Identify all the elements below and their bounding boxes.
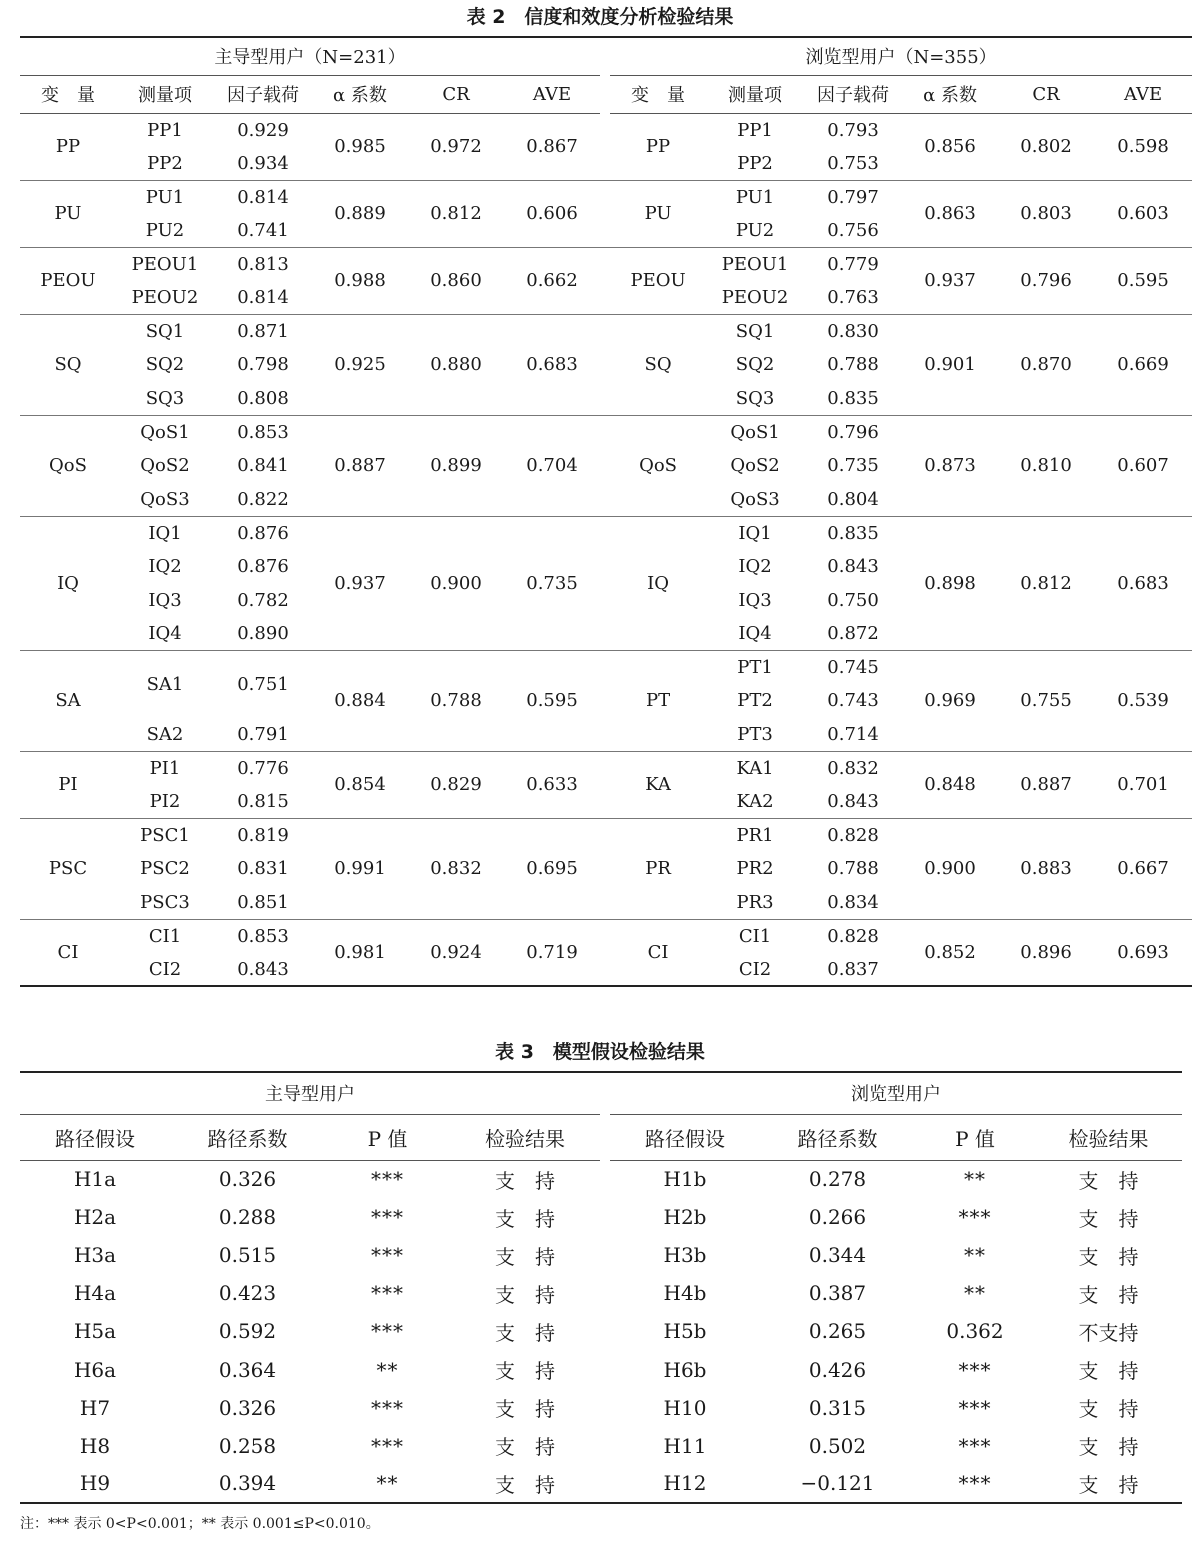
variable-name: KA	[610, 751, 706, 818]
measure-item: QoS1	[140, 421, 190, 443]
measure-item: IQ3	[148, 589, 182, 611]
path-hypothesis: H11	[663, 1433, 707, 1458]
measure-item: KA1	[736, 757, 774, 779]
measure-item: IQ3	[738, 589, 772, 611]
col-header: 路径系数	[760, 1114, 915, 1160]
cr-value: 0.972	[408, 113, 504, 180]
group-dominant-users: 主导型用户（N=231）	[20, 37, 600, 75]
ave-value: 0.667	[1094, 818, 1192, 919]
alpha-value: 0.991	[312, 818, 408, 919]
factor-loading: 0.779	[827, 253, 879, 275]
ave-value: 0.603	[1094, 180, 1192, 247]
ave-value: 0.607	[1094, 415, 1192, 516]
measure-item: SQ3	[706, 382, 804, 416]
path-hypothesis: H1a	[73, 1167, 117, 1192]
cr-value: 0.810	[998, 415, 1094, 516]
cr-value: 0.802	[998, 113, 1094, 180]
variable-name: PEOU	[20, 247, 116, 314]
test-result: 支 持	[495, 1206, 555, 1231]
measure-item: PEOU1	[721, 253, 789, 275]
ave-value: 0.662	[504, 247, 600, 314]
ave-value: 0.669	[1094, 315, 1192, 416]
p-value: ***	[958, 1205, 992, 1230]
factor-loading: 0.750	[827, 589, 879, 611]
path-coefficient: 0.344	[808, 1243, 867, 1268]
measure-item: PI1	[149, 757, 181, 779]
path-coefficient: 0.326	[218, 1395, 277, 1420]
measure-item: PR2	[736, 858, 774, 880]
path-coefficient: 0.258	[218, 1433, 277, 1458]
measure-item: PEOU2	[706, 281, 804, 315]
measure-item: PR1	[736, 825, 774, 847]
factor-loading: 0.788	[827, 858, 879, 880]
variable-name: PSC	[20, 818, 116, 919]
factor-loading: 0.753	[804, 147, 902, 181]
p-value: ***	[958, 1395, 992, 1420]
p-value: 0.362	[946, 1319, 1004, 1344]
test-result: 不支持	[1078, 1320, 1139, 1345]
alpha-value: 0.988	[312, 247, 408, 314]
factor-loading: 0.837	[804, 953, 902, 987]
table-note: 注：*** 表示 0<P<0.001；** 表示 0.001≤P<0.010。	[20, 1516, 380, 1532]
path-coefficient: 0.278	[808, 1167, 867, 1192]
measure-item: SQ1	[145, 321, 185, 343]
measure-item: PU1	[735, 186, 775, 208]
col-header: α 系数	[902, 75, 998, 113]
p-value: ***	[915, 1465, 1035, 1503]
factor-loading: 0.841	[237, 455, 289, 477]
measure-item: QoS3	[706, 483, 804, 517]
measure-item: QoS1	[730, 421, 780, 443]
measure-item: IQ4	[116, 617, 214, 651]
ave-value: 0.735	[504, 516, 600, 650]
cr-value: 0.870	[998, 315, 1094, 416]
alpha-value: 0.937	[312, 516, 408, 650]
cr-value: 0.924	[408, 919, 504, 986]
p-value: **	[325, 1465, 450, 1503]
ave-value: 0.719	[504, 919, 600, 986]
measure-item: IQ2	[738, 556, 772, 578]
col-header: P 值	[325, 1114, 450, 1160]
cr-value: 0.880	[408, 315, 504, 416]
ave-value: 0.598	[1094, 113, 1192, 180]
factor-loading: 0.776	[237, 757, 289, 779]
col-header: 检验结果	[1035, 1114, 1182, 1160]
factor-loading: 0.843	[804, 785, 902, 819]
measure-item: QoS2	[140, 455, 190, 477]
alpha-value: 0.969	[902, 651, 998, 752]
col-header: AVE	[1094, 75, 1192, 113]
factor-loading: 0.788	[827, 354, 879, 376]
measure-item: PSC1	[140, 825, 190, 847]
ave-value: 0.683	[1094, 516, 1192, 650]
alpha-value: 0.848	[902, 751, 998, 818]
test-result: 支 持	[1078, 1359, 1139, 1384]
variable-name: CI	[610, 919, 706, 986]
cr-value: 0.900	[408, 516, 504, 650]
path-hypothesis: H3b	[663, 1243, 707, 1268]
col-header: 测量项	[706, 75, 804, 113]
measure-item: PR3	[706, 886, 804, 920]
factor-loading: 0.813	[237, 253, 289, 275]
col-header: CR	[998, 75, 1094, 113]
measure-item: SQ3	[116, 382, 214, 416]
measure-item: PT1	[737, 657, 773, 679]
alpha-value: 0.937	[902, 247, 998, 314]
measure-item: KA2	[706, 785, 804, 819]
measure-item: PU1	[145, 186, 185, 208]
col-header: 测量项	[116, 75, 214, 113]
factor-loading: 0.822	[214, 483, 312, 517]
factor-loading: 0.835	[827, 522, 879, 544]
hypothesis-test-table	[20, 1071, 1182, 1504]
measure-item: CI2	[116, 953, 214, 987]
alpha-value: 0.873	[902, 415, 998, 516]
variable-name: PEOU	[610, 247, 706, 314]
p-value: ***	[371, 1319, 404, 1344]
test-result: 支 持	[1078, 1435, 1139, 1460]
variable-name: PP	[20, 113, 116, 180]
col-header: CR	[408, 75, 504, 113]
measure-item: PI2	[116, 785, 214, 819]
test-result: 支 持	[1078, 1397, 1139, 1422]
col-header: P 值	[915, 1114, 1035, 1160]
factor-loading: 0.830	[827, 321, 879, 343]
variable-name: SQ	[610, 315, 706, 416]
path-coefficient: 0.394	[170, 1465, 325, 1503]
p-value: ***	[958, 1433, 992, 1458]
path-hypothesis: H10	[663, 1395, 707, 1420]
path-hypothesis: H2b	[663, 1205, 707, 1230]
col-header: 检验结果	[450, 1114, 600, 1160]
variable-name: QoS	[610, 415, 706, 516]
factor-loading: 0.835	[804, 382, 902, 416]
measure-item: CI1	[148, 925, 182, 947]
test-result: 支 持	[495, 1282, 555, 1307]
measure-item: PSC3	[116, 886, 214, 920]
factor-loading: 0.828	[827, 825, 879, 847]
path-hypothesis: H5a	[73, 1319, 117, 1344]
path-hypothesis: H6a	[73, 1357, 117, 1382]
alpha-value: 0.852	[902, 919, 998, 986]
measure-item: IQ1	[738, 522, 772, 544]
p-value: ***	[371, 1243, 404, 1268]
reliability-validity-table	[20, 36, 1192, 987]
factor-loading: 0.808	[214, 382, 312, 416]
cr-value: 0.883	[998, 818, 1094, 919]
factor-loading: 0.929	[237, 119, 289, 141]
factor-loading: 0.782	[237, 589, 289, 611]
ave-value: 0.701	[1094, 751, 1192, 818]
p-value: ***	[958, 1357, 992, 1382]
cr-value: 0.887	[998, 751, 1094, 818]
col-header: 变 量	[610, 75, 706, 113]
p-value: ***	[371, 1433, 404, 1458]
test-result: 支 持	[495, 1359, 555, 1384]
p-value: **	[964, 1243, 986, 1268]
variable-name: CI	[20, 919, 116, 986]
path-hypothesis: H7	[79, 1395, 111, 1420]
col-header: 路径系数	[170, 1114, 325, 1160]
factor-loading: 0.741	[214, 214, 312, 248]
ave-value: 0.867	[504, 113, 600, 180]
t3-group-dominant-users: 主导型用户	[20, 1072, 600, 1114]
factor-loading: 0.797	[827, 186, 879, 208]
measure-item: CI1	[738, 925, 772, 947]
col-header: 因子载荷	[214, 75, 312, 113]
path-coefficient: 0.426	[808, 1357, 867, 1382]
measure-item: PP1	[737, 119, 773, 141]
path-coefficient: 0.364	[218, 1357, 277, 1382]
cr-value: 0.829	[408, 751, 504, 818]
measure-item: PP2	[116, 147, 214, 181]
variable-name: IQ	[610, 516, 706, 650]
variable-name: SA	[20, 651, 116, 752]
col-header: 因子载荷	[804, 75, 902, 113]
measure-item: SQ2	[145, 354, 185, 376]
col-header: 变 量	[20, 75, 116, 113]
alpha-value: 0.863	[902, 180, 998, 247]
factor-loading: 0.853	[237, 421, 289, 443]
path-hypothesis: H3a	[73, 1243, 117, 1268]
path-hypothesis: H12	[610, 1465, 760, 1503]
path-hypothesis: H9	[20, 1465, 170, 1503]
factor-loading: 0.798	[237, 354, 289, 376]
factor-loading: 0.763	[804, 281, 902, 315]
test-result: 支 持	[1035, 1465, 1182, 1503]
factor-loading: 0.876	[237, 522, 289, 544]
measure-item: SA1	[146, 673, 184, 695]
path-hypothesis: H4b	[663, 1281, 707, 1306]
variable-name: PP	[610, 113, 706, 180]
variable-name: PU	[610, 180, 706, 247]
alpha-value: 0.900	[902, 818, 998, 919]
factor-loading: 0.714	[804, 718, 902, 752]
measure-item: PEOU2	[116, 281, 214, 315]
ave-value: 0.595	[1094, 247, 1192, 314]
path-hypothesis: H6b	[663, 1357, 707, 1382]
factor-loading: 0.851	[214, 886, 312, 920]
path-coefficient: 0.423	[218, 1281, 277, 1306]
measure-item: PU2	[116, 214, 214, 248]
p-value: ***	[371, 1167, 404, 1192]
p-value: ***	[371, 1281, 404, 1306]
alpha-value: 0.981	[312, 919, 408, 986]
cr-value: 0.796	[998, 247, 1094, 314]
factor-loading: 0.819	[237, 825, 289, 847]
factor-loading: 0.872	[804, 617, 902, 651]
path-coefficient: −0.121	[760, 1465, 915, 1503]
measure-item: IQ2	[148, 556, 182, 578]
factor-loading: 0.814	[214, 281, 312, 315]
t3-group-browsing-users: 浏览型用户	[610, 1072, 1182, 1114]
factor-loading: 0.828	[827, 925, 879, 947]
factor-loading: 0.745	[827, 657, 879, 679]
alpha-value: 0.889	[312, 180, 408, 247]
col-header: 路径假设	[20, 1114, 170, 1160]
ave-value: 0.595	[504, 651, 600, 752]
variable-name: IQ	[20, 516, 116, 650]
col-header: 路径假设	[610, 1114, 760, 1160]
p-value: **	[964, 1281, 986, 1306]
factor-loading: 0.793	[827, 119, 879, 141]
alpha-value: 0.884	[312, 651, 408, 752]
alpha-value: 0.925	[312, 315, 408, 416]
test-result: 支 持	[450, 1465, 600, 1503]
path-coefficient: 0.265	[808, 1319, 867, 1344]
path-coefficient: 0.592	[218, 1319, 277, 1344]
factor-loading: 0.832	[827, 757, 879, 779]
variable-name: PI	[20, 751, 116, 818]
test-result: 支 持	[495, 1435, 555, 1460]
factor-loading: 0.815	[214, 785, 312, 819]
ave-value: 0.539	[1094, 651, 1192, 752]
measure-item: PEOU1	[131, 253, 199, 275]
factor-loading: 0.890	[214, 617, 312, 651]
table2-caption: 表 2 信度和效度分析检验结果	[466, 6, 734, 28]
factor-loading: 0.804	[804, 483, 902, 517]
path-hypothesis: H8	[79, 1433, 111, 1458]
group-browsing-users: 浏览型用户（N=355）	[610, 37, 1192, 75]
alpha-value: 0.901	[902, 315, 998, 416]
factor-loading: 0.796	[827, 421, 879, 443]
path-coefficient: 0.387	[808, 1281, 867, 1306]
test-result: 支 持	[495, 1320, 555, 1345]
cr-value: 0.899	[408, 415, 504, 516]
measure-item: PP1	[147, 119, 183, 141]
table3-caption: 表 3 模型假设检验结果	[495, 1041, 705, 1063]
col-header: α 系数	[312, 75, 408, 113]
ave-value: 0.683	[504, 315, 600, 416]
path-coefficient: 0.326	[218, 1167, 277, 1192]
cr-value: 0.812	[408, 180, 504, 247]
p-value: ***	[371, 1395, 404, 1420]
measure-item: CI2	[706, 953, 804, 987]
ave-value: 0.695	[504, 818, 600, 919]
measure-item: PU2	[706, 214, 804, 248]
variable-name: PR	[610, 818, 706, 919]
path-coefficient: 0.315	[808, 1395, 867, 1420]
ave-value: 0.704	[504, 415, 600, 516]
alpha-value: 0.985	[312, 113, 408, 180]
factor-loading: 0.934	[214, 147, 312, 181]
factor-loading: 0.756	[804, 214, 902, 248]
factor-loading: 0.843	[827, 556, 879, 578]
path-hypothesis: H5b	[663, 1319, 707, 1344]
factor-loading: 0.735	[827, 455, 879, 477]
ave-value: 0.606	[504, 180, 600, 247]
p-value: **	[964, 1167, 986, 1192]
test-result: 支 持	[495, 1168, 555, 1193]
path-hypothesis: H2a	[73, 1205, 117, 1230]
measure-item: SQ2	[735, 354, 775, 376]
measure-item: PT3	[706, 718, 804, 752]
variable-name: PU	[20, 180, 116, 247]
test-result: 支 持	[495, 1244, 555, 1269]
test-result: 支 持	[1078, 1244, 1139, 1269]
path-hypothesis: H4a	[73, 1281, 117, 1306]
test-result: 支 持	[495, 1397, 555, 1422]
alpha-value: 0.856	[902, 113, 998, 180]
alpha-value: 0.898	[902, 516, 998, 650]
factor-loading: 0.834	[804, 886, 902, 920]
cr-value: 0.803	[998, 180, 1094, 247]
path-coefficient: 0.288	[218, 1205, 277, 1230]
measure-item: PT2	[737, 690, 773, 712]
factor-loading: 0.876	[237, 556, 289, 578]
measure-item: IQ1	[148, 522, 182, 544]
cr-value: 0.860	[408, 247, 504, 314]
cr-value: 0.788	[408, 651, 504, 752]
cr-value: 0.812	[998, 516, 1094, 650]
factor-loading: 0.871	[237, 321, 289, 343]
measure-item: PSC2	[140, 858, 190, 880]
measure-item: IQ4	[706, 617, 804, 651]
factor-loading: 0.751	[237, 673, 289, 695]
factor-loading: 0.831	[237, 858, 289, 880]
path-coefficient: 0.515	[218, 1243, 277, 1268]
variable-name: QoS	[20, 415, 116, 516]
test-result: 支 持	[1078, 1168, 1139, 1193]
path-hypothesis: H1b	[663, 1167, 707, 1192]
factor-loading: 0.743	[827, 690, 879, 712]
cr-value: 0.832	[408, 818, 504, 919]
ave-value: 0.693	[1094, 919, 1192, 986]
cr-value: 0.755	[998, 651, 1094, 752]
alpha-value: 0.854	[312, 751, 408, 818]
cr-value: 0.896	[998, 919, 1094, 986]
factor-loading: 0.853	[237, 925, 289, 947]
col-header: AVE	[504, 75, 600, 113]
measure-item: QoS3	[116, 483, 214, 517]
alpha-value: 0.887	[312, 415, 408, 516]
measure-item: PP2	[706, 147, 804, 181]
variable-name: PT	[610, 651, 706, 752]
measure-item: SQ1	[735, 321, 775, 343]
factor-loading: 0.843	[214, 953, 312, 987]
test-result: 支 持	[1078, 1206, 1139, 1231]
p-value: **	[376, 1357, 399, 1382]
path-coefficient: 0.266	[808, 1205, 867, 1230]
test-result: 支 持	[1078, 1282, 1139, 1307]
p-value: ***	[371, 1205, 404, 1230]
ave-value: 0.633	[504, 751, 600, 818]
factor-loading: 0.814	[237, 186, 289, 208]
factor-loading: 0.791	[214, 718, 312, 752]
path-coefficient: 0.502	[808, 1433, 867, 1458]
measure-item: SA2	[116, 718, 214, 752]
variable-name: SQ	[20, 315, 116, 416]
measure-item: QoS2	[730, 455, 780, 477]
